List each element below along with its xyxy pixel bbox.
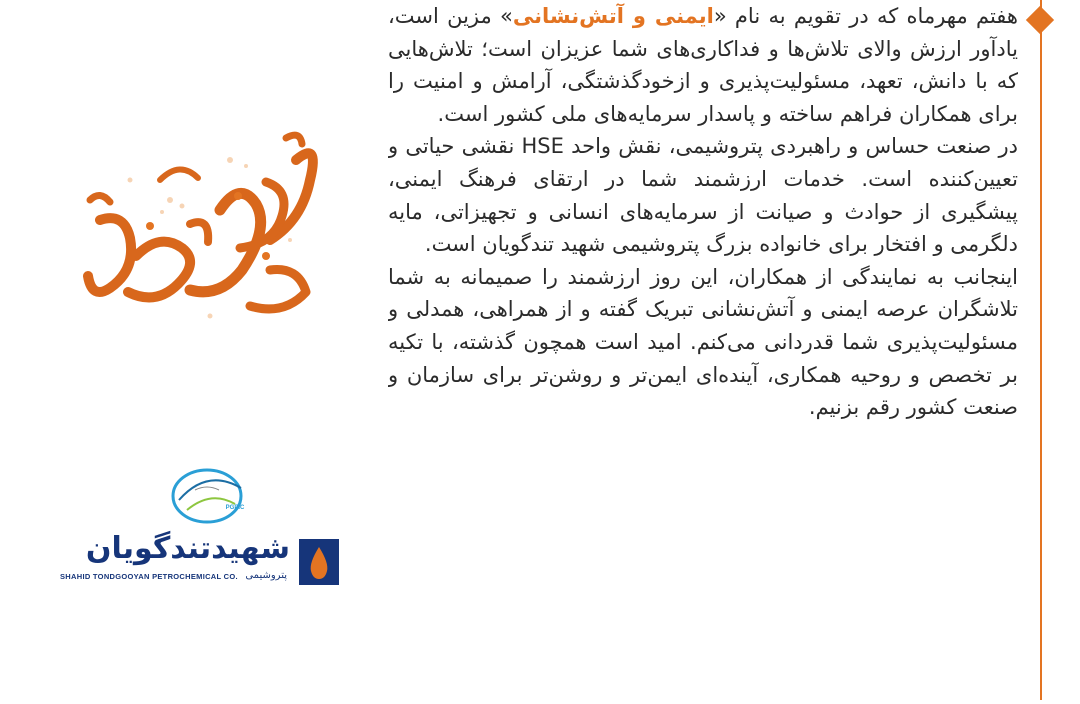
atash-neshan-calligraphy-icon	[70, 120, 330, 330]
paragraph-3: اینجانب به نمایندگی از همکاران، این روز ارزشمند را صمیمانه به شما تلاشگران عرصه ایمنی و آتش‌نشانی تبریک گفته و از همراهی، همدلی و مسئولیت‌پذیری شما قدردانی می‌کنم. امید است همچون گذشته، با تکیه بر تخصص و روحیه همکاری، آینده‌ای ایمن‌تر و روشن‌تر برای سازمان و صنعت کشور رقم بزنیم.	[388, 264, 1018, 420]
diamond-bullet-icon	[1026, 6, 1054, 34]
flame-drop-icon	[299, 539, 339, 585]
company-name-en: SHAHID TONDGOOYAN PETROCHEMICAL CO.	[60, 572, 238, 581]
highlight-occasion: ایمنی و آتش‌نشانی	[512, 4, 714, 28]
badge-caption: PGPIC	[225, 505, 245, 511]
company-logo	[55, 460, 355, 600]
pgpic-emblem-icon	[165, 460, 255, 530]
cut-off-line	[780, 690, 1020, 704]
paragraph-2: در صنعت حساس و راهبردی پتروشیمی، نقش واحد HSE نقشی حیاتی و تعیین‌کننده است. خدمات ارزشمند شما در ارتقای فرهنگ ایمنی، پیشگیری از حوادث و صیانت از سرمایه‌های انسانی و تجهیزاتی، مایه دلگرمی و افتخار برای خانواده بزرگ پتروشیمی شهید تندگویان است.	[388, 134, 1018, 257]
paragraph-1	[388, 0, 1018, 130]
company-subtitle-fa: پتروشیمی	[245, 570, 287, 581]
paragraph-1-rest: » مزین است، یادآور ارزش والای تلاش‌ها و فداکاری‌های شما عزیزان است؛ تلاش‌هایی که با دانش، تعهد، مسئولیت‌پذیری و ازخودگذشتگی، آرامش و امنیت را برای همکاران فراهم ساخته و پاسدار سرمایه‌های ملی کشور است.	[388, 4, 1018, 126]
paragraph-1-intro: هفتم مهرماه که در تقویم به نام «	[713, 4, 1018, 28]
company-name-fa: شهیدتندگویان	[85, 531, 290, 566]
letter-body	[388, 0, 1018, 700]
logo-mark	[299, 539, 339, 585]
vertical-accent-line	[1040, 0, 1042, 700]
